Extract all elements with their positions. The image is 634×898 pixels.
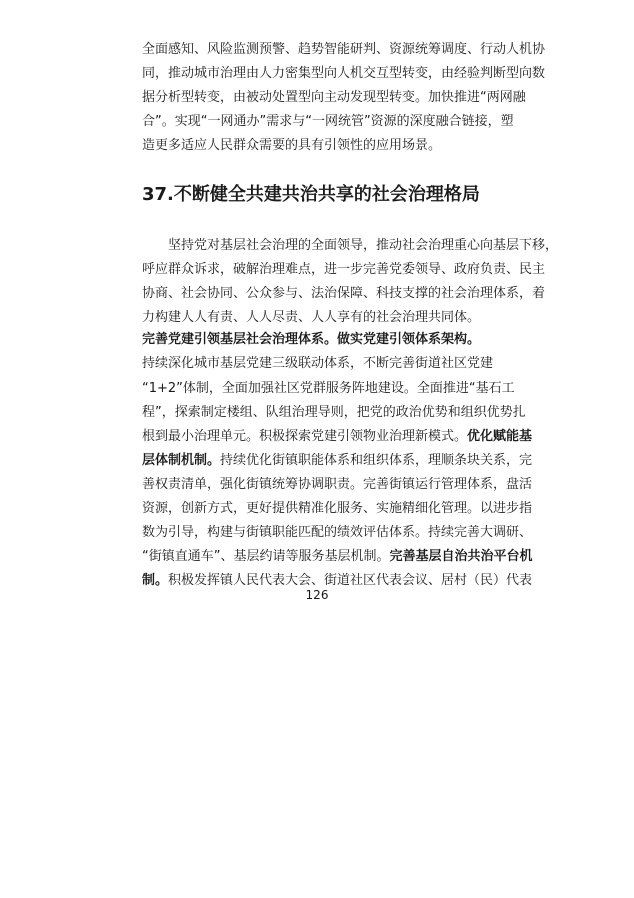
text-line: 同，推动城市治理由人力密集型向人机交互型转变，由经验判断型向数 [142,66,546,81]
bold-line: 完善党建引领基层社会治理体系。做实党建引领体系架构。 [142,332,481,347]
bold-span: 完善基层自治共治平台机 [389,549,533,564]
text-line: 力构建人人有责、人人尽责、人人享有的社会治理共同体。 [142,310,481,325]
text-line [142,573,532,588]
text-line: 程”，探索制定楼组、队组治理导则，把党的政治优势和组织优势扎 [142,405,526,420]
text-line [142,429,532,444]
text-line [142,453,532,468]
text-line: 善权责清单，强化街镇统筹协调职责。完善街镇运行管理体系，盘活 [142,477,533,492]
section-heading: 37.不断健全共建共治共享的社会治理格局 [142,184,480,205]
text-span: 根到最小治理单元。积极探索党建引领物业治理新模式。 [142,429,468,444]
text-line: 资源，创新方式，更好提供精准化服务、实施精细化管理。以进步指 [142,501,533,516]
text-line: 数为引导，构建与街镇职能匹配的绩效评估体系。持续完善大调研、 [142,525,533,540]
text-span: “街镇直通车”、基层约请等服务基层机制。 [142,549,390,564]
bold-span: 层体制机制。 [142,453,221,468]
text-line: 据分析型转变，由被动处置型向主动发现型转变。加快推进“两网融 [142,90,526,105]
text-line: 持续深化城市基层党建三级联动体系，不断完善街道社区党建 [142,356,494,371]
text-span: 持续优化街镇职能体系和组织体系，理顺条块关系，完 [220,453,533,468]
page-number: 126 [305,588,329,602]
text-line: 呼应群众诉求，破解治理难点，进一步完善党委领导、政府负责、民主 [142,262,546,277]
text-span: 积极发挥镇人民代表大会、街道社区代表会议、居村（民）代表 [168,573,533,588]
bold-span: 优化赋能基 [467,429,533,444]
text-line: 造更多适应人民群众需要的具有引领性的应用场景。 [142,138,442,153]
text-line: 合”。实现“一网通办”需求与“一网统管”资源的深度融合链接，塑 [142,114,514,129]
text-line: 全面感知、风险监测预警、趋势智能研判、资源统筹调度、行动人机协 [142,42,546,57]
text-line: 坚持党对基层社会治理的全面领导，推动社会治理重心向基层下移， [168,238,559,253]
text-line [142,549,533,564]
text-line: “1+2”体制，全面加强社区党群服务阵地建设。全面推进“基石工 [142,381,515,396]
bold-span: 制。 [142,573,169,588]
text-line: 协商、社会协同、公众参与、法治保障、科技支撑的社会治理体系，着 [142,286,546,301]
